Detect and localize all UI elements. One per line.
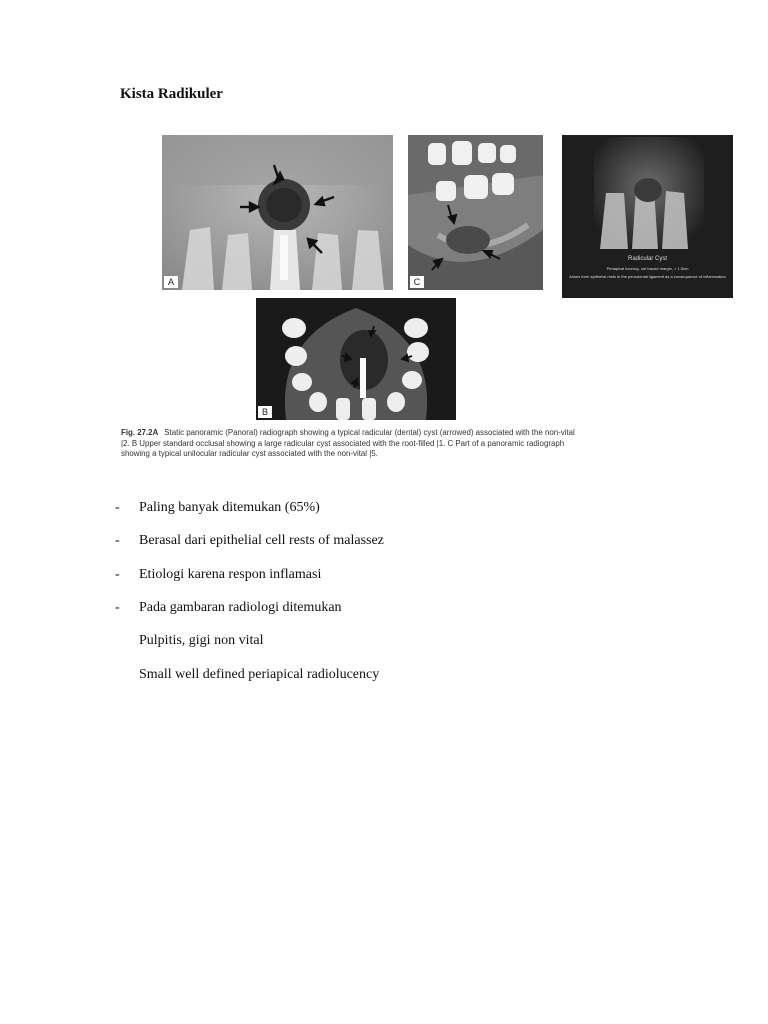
panel-label-a: A — [164, 276, 178, 288]
list-item-text: Etiologi karena respon inflamasi — [139, 567, 322, 582]
sub-list-item: Pulpitis, gigi non vital — [139, 633, 264, 648]
figure-caption — [121, 428, 581, 460]
radiograph-b — [256, 298, 456, 420]
bullet-dash: - — [115, 533, 120, 548]
sub-list-item: Small well defined periapical radiolucency — [139, 667, 380, 682]
bullet-dash: - — [115, 500, 120, 515]
list-item — [115, 498, 320, 518]
radiograph-a — [162, 135, 393, 290]
radicular-cyst-title: Radicular Cyst — [627, 256, 667, 262]
figure-caption-text: Static panoramic (Panoral) radiograph showing a typical radicular (dental) cyst (arrowed) associated with the non-vital |2. B Upper standard occlusal showing a large radicular cyst associated with the root-filled |1. C Part of a panoramic radiograph showing a typical unilocular radicular cyst associated with the non-vital |5. — [121, 428, 575, 458]
radicular-cyst-line1: Periapical lucency, not traced margin, > 1.5cm — [606, 266, 689, 271]
panel-label-c: C — [410, 276, 424, 288]
list-item — [115, 531, 384, 551]
list-item — [115, 598, 342, 618]
radiograph-c — [408, 135, 543, 290]
list-item-text: Pada gambaran radiologi ditemukan — [139, 600, 342, 615]
radiograph-right — [562, 135, 733, 298]
panel-label-b: B — [258, 406, 272, 418]
figure-number: Fig. 27.2A — [121, 428, 159, 437]
page-title: Kista Radikuler — [120, 86, 223, 102]
list-item — [115, 565, 321, 585]
radicular-cyst-line2: Arises from epithelial rests in the periodontal ligament as a consequence of inflammation — [569, 274, 726, 279]
bullet-dash: - — [115, 600, 120, 615]
list-item-text: Paling banyak ditemukan (65%) — [139, 500, 320, 515]
list-item-text: Berasal dari epithelial cell rests of malassez — [139, 533, 384, 548]
bullet-dash: - — [115, 567, 120, 582]
